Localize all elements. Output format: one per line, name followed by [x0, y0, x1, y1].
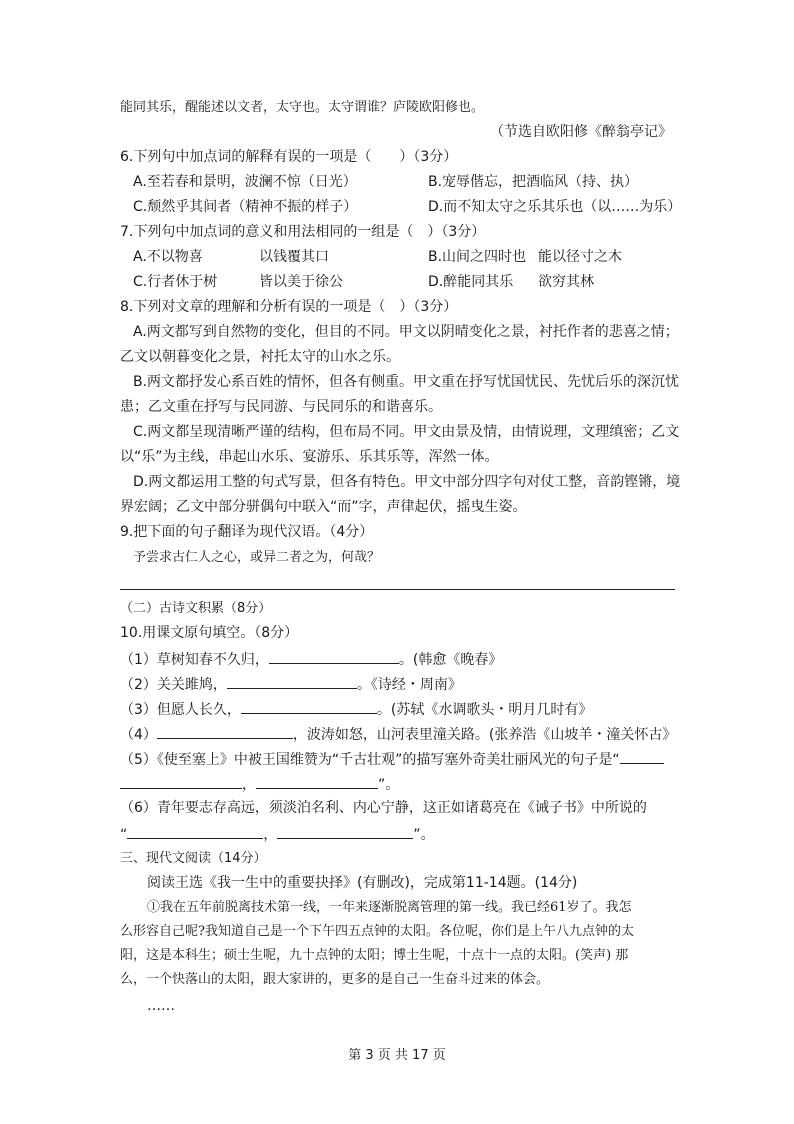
question-7-options-row-1 [133, 247, 622, 267]
fill-item-6-line-2 [120, 823, 435, 845]
question-6-option-d: D.而不知太守之乐其乐也（以……为乐） [428, 199, 682, 215]
question-7-option-d1: D.醉能同其乐 [428, 274, 514, 290]
reading-intro: 阅读王选《我一生中的重要抉择》(有删改)，完成第11-14题。(14分) [147, 875, 578, 891]
fill-blank-6a[interactable] [127, 823, 263, 839]
fill-item-1-source: 。(韩愈《晚春》 [398, 652, 503, 668]
question-7-option-c2: 皆以美于徐公 [259, 274, 343, 290]
question-8-stem: 8.下列对文章的理解和分析有误的一项是（ ）（3分） [120, 299, 458, 315]
fill-item-6-line-1: （6）青年要志存高远，须淡泊名利、内心宁静，这正如诸葛亮在《诫子书》中所说的 [120, 800, 647, 816]
fill-item-5-line-1 [120, 748, 664, 770]
fill-item-6-comma: ， [263, 827, 278, 843]
reading-paragraph-1-line-3: 阳，这是本科生；硕士生呢，九十点钟的太阳；博士生呢，十点十一点的太阳。(笑声) 那 [120, 948, 629, 963]
fill-item-1-prompt: （1）草树知春不久归， [120, 652, 269, 668]
question-7-option-b1: B.山间之四时也 [428, 249, 527, 265]
reading-paragraph-1-line-1: ①我在五年前脱离技术第一线，一年来逐渐脱离管理的第一线。我已经61岁了。我怎 [147, 900, 632, 915]
fill-item-2 [120, 673, 462, 695]
question-7-option-a1: A.不以物喜 [133, 249, 203, 265]
question-7-option-d2: 欲穷其林 [538, 274, 594, 290]
fill-item-3-source: 。(苏轼《水调歌头・明月几时有》 [376, 702, 593, 718]
fill-blank-2[interactable] [227, 673, 357, 689]
question-7-option-a2: 以钱覆其口 [259, 249, 329, 265]
fill-item-5-prompt: （5）《使至塞上》中被王国维赞为“千古壮观”的描写塞外奇美壮丽风光的句子是“ [120, 752, 620, 768]
section-3-heading: 三、现代文阅读（14分） [120, 851, 267, 866]
fill-item-3 [120, 698, 592, 720]
question-8-option-c-line-1: C.两文都呈现清晰严谨的结构，但布局不同。甲文由景及情，由情说理，文理缜密；乙文 [133, 424, 680, 440]
section-2-heading: （二）古诗文积累（8分） [120, 601, 272, 616]
fill-blank-1[interactable] [269, 648, 399, 664]
question-7-option-b2: 能以径寸之木 [538, 249, 622, 265]
fill-item-2-source: 。《诗经・周南》 [356, 677, 462, 693]
question-10-stem: 10.用课文原句填空。（8分） [120, 625, 299, 641]
fill-item-4-prompt: （4） [120, 727, 157, 743]
answer-line [120, 589, 675, 590]
fill-item-5-close: ”。 [378, 777, 400, 793]
question-6-option-b: B.宠辱偕忘，把酒临风（持、执） [428, 174, 639, 190]
question-6-options-row-1 [133, 172, 639, 192]
question-9-sentence: 予尝求古仁人之心，或异二者之为，何哉？ [133, 550, 381, 565]
fill-blank-6b[interactable] [277, 823, 413, 839]
fill-blank-5a[interactable] [120, 773, 242, 789]
page-number-footer: 第 3 页 共 17 页 [348, 1048, 446, 1063]
reading-paragraph-1-line-2: 么形容自己呢?我知道自己是一个下午四五点钟的太阳。各位呢，你们是上午八九点钟的太 [120, 924, 634, 939]
fill-item-6-close: ”。 [413, 827, 435, 843]
fill-blank-5b[interactable] [256, 773, 378, 789]
question-8-option-b-line-2: 患；乙文重在抒写与民同游、与民同乐的和谐喜乐。 [120, 399, 442, 415]
fill-blank-4[interactable] [157, 723, 293, 739]
question-8-option-a-line-1: A.两文都写到自然物的变化，但目的不同。甲文以阴晴变化之景，衬托作者的悲喜之情； [133, 324, 679, 340]
question-7-options-row-2 [133, 272, 594, 292]
fill-blank-5a-start[interactable] [620, 748, 664, 764]
fill-item-5-comma: ， [242, 777, 256, 793]
fill-item-5-line-2 [120, 773, 399, 795]
fill-item-4-text: ，波涛如怒，山河表里潼关路。(张养浩《山坡羊・潼关怀古》 [292, 727, 677, 743]
fill-item-2-prompt: （2）关关雎鸠， [120, 677, 227, 693]
question-7-option-c1: C.行者休于树 [133, 274, 218, 290]
question-8-option-a-line-2: 乙文以朝暮变化之景，衬托太守的山水之乐。 [120, 349, 400, 365]
question-7-stem: 7.下列句中加点词的意义和用法相同的一组是（ ）（3分） [120, 224, 486, 240]
fill-blank-3[interactable] [241, 698, 377, 714]
reading-ellipsis: …… [147, 998, 175, 1014]
question-8-option-c-line-2: 以“乐”为主线，串起山水乐、宴游乐、乐其乐等，浑然一体。 [120, 449, 499, 465]
question-8-option-b-line-1: B.两文都抒发心系百姓的情怀，但各有侧重。甲文重在抒写忧国忧民、先忧后乐的深沉忧 [133, 374, 680, 390]
fill-item-4 [120, 723, 676, 745]
passage-ending-line: 能同其乐，醒能述以文者，太守也。太守谓谁？庐陵欧阳修也。 [120, 100, 485, 115]
question-6-stem: 6.下列句中加点词的解释有误的一项是（ ）（3分） [120, 149, 458, 165]
question-9-stem: 9.把下面的句子翻译为现代汉语。（4分） [120, 524, 374, 540]
fill-item-3-prompt: （3）但愿人长久， [120, 702, 241, 718]
fill-item-1 [120, 648, 502, 670]
question-6-options-row-2 [133, 197, 682, 217]
passage-source: （节选自欧阳修《醉翁亭记》 [490, 124, 672, 140]
question-6-option-a: A.至若春和景明，波澜不惊（日光） [133, 174, 357, 190]
reading-paragraph-1-line-4: 么，一个快落山的太阳，跟大家讲的，更多的是自己一生奋斗过来的体会。 [120, 972, 550, 987]
question-6-option-c: C.颓然乎其间者（精神不振的样子） [133, 199, 358, 215]
question-8-option-d-line-1: D.两文都运用工整的句式写景，但各有特色。甲文中部分四字句对仗工整，音韵铿锵，境 [133, 474, 681, 490]
question-8-option-d-line-2: 界宏阔；乙文中部分骈偶句中联入“而”字，声律起伏，摇曳生姿。 [120, 499, 527, 515]
fill-item-6-open: “ [120, 827, 128, 843]
